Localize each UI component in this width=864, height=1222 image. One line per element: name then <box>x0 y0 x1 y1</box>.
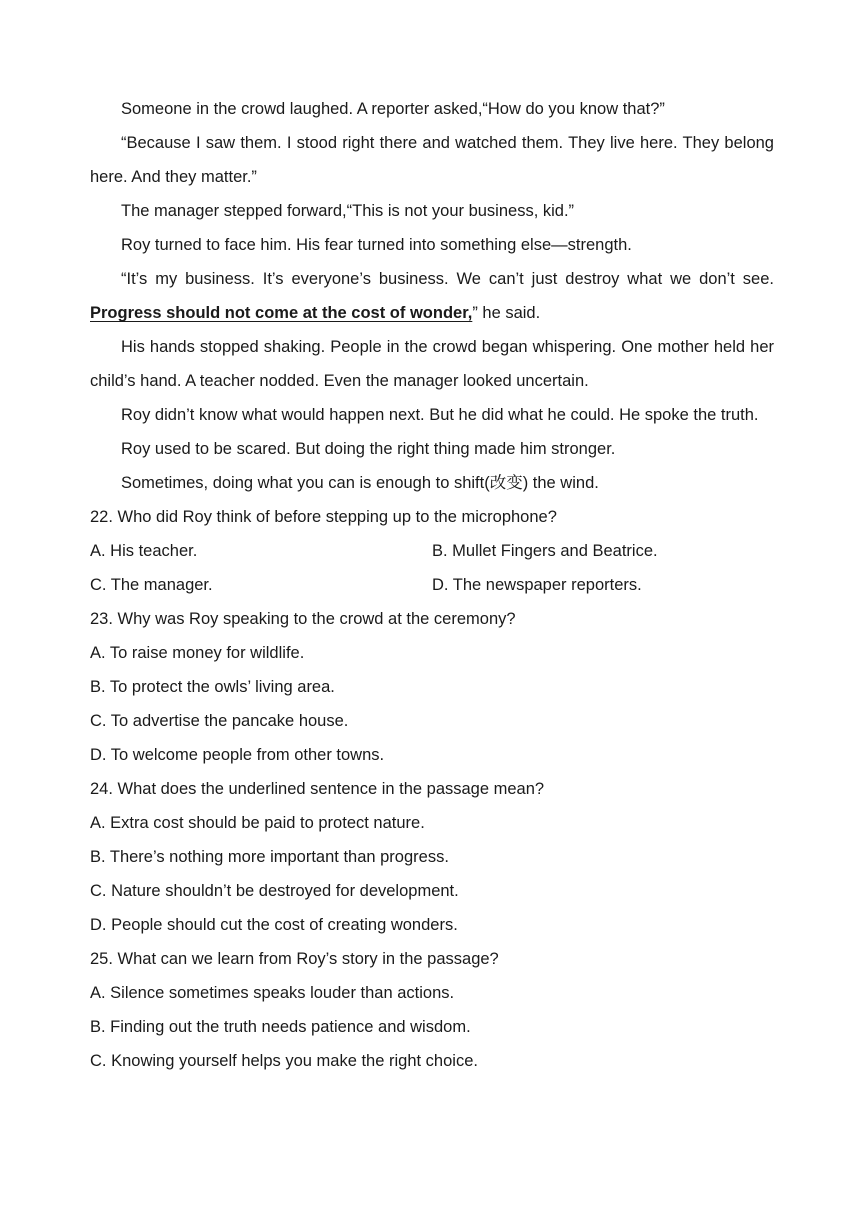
passage-paragraph <box>90 262 774 330</box>
option-a: A. Extra cost should be paid to protect nature. <box>90 814 425 832</box>
passage-paragraph: Roy turned to face him. His fear turned into something else—strength. <box>121 236 632 254</box>
document-page <box>90 92 774 1078</box>
option-c: C. Nature shouldn’t be destroyed for development. <box>90 882 459 900</box>
passage-paragraph: “Because I saw them. I stood right there and watched them. They live here. They belong here. And they matter.” <box>90 134 774 186</box>
passage-text: ” he said. <box>472 304 541 322</box>
question-22-stem: 22. Who did Roy think of before stepping up to the microphone? <box>90 508 557 526</box>
question-22-options-row-1 <box>90 534 774 568</box>
passage-paragraph: Roy used to be scared. But doing the right thing made him stronger. <box>121 440 616 458</box>
passage-paragraph: The manager stepped forward,“This is not your business, kid.” <box>121 202 575 220</box>
passage-paragraph: Sometimes, doing what you can is enough to shift(改变) the wind. <box>121 474 599 492</box>
question-22-options-row-2 <box>90 568 774 602</box>
option-d: D. To welcome people from other towns. <box>90 746 385 764</box>
option-d: D. People should cut the cost of creating wonders. <box>90 916 458 934</box>
question-24-stem: 24. What does the underlined sentence in the passage mean? <box>90 780 545 798</box>
option-b: B. To protect the owls’ living area. <box>90 678 335 696</box>
passage-text: “It’s my business. It’s everyone’s business. We can’t just destroy what we don’t see. <box>121 270 774 288</box>
option-c: C. The manager. <box>90 576 213 594</box>
option-c: C. Knowing yourself helps you make the right choice. <box>90 1052 478 1070</box>
passage-paragraph: Roy didn’t know what would happen next. But he did what he could. He spoke the truth. <box>121 406 759 424</box>
option-a: A. Silence sometimes speaks louder than actions. <box>90 984 455 1002</box>
option-b: B. Finding out the truth needs patience and wisdom. <box>90 1018 471 1036</box>
option-c: C. To advertise the pancake house. <box>90 712 349 730</box>
passage-paragraph: Someone in the crowd laughed. A reporter asked,“How do you know that?” <box>121 100 665 118</box>
question-25-stem: 25. What can we learn from Roy’s story in the passage? <box>90 950 499 968</box>
option-a: A. To raise money for wildlife. <box>90 644 305 662</box>
option-b: B. Mullet Fingers and Beatrice. <box>432 542 658 560</box>
underlined-sentence: Progress should not come at the cost of wonder, <box>90 304 473 322</box>
option-d: D. The newspaper reporters. <box>432 576 642 594</box>
question-23-stem: 23. Why was Roy speaking to the crowd at the ceremony? <box>90 610 516 628</box>
option-a: A. His teacher. <box>90 542 198 560</box>
passage-paragraph: His hands stopped shaking. People in the crowd began whispering. One mother held her child’s hand. A teacher nodded. Even the manager looked uncertain. <box>90 338 774 390</box>
option-b: B. There’s nothing more important than progress. <box>90 848 449 866</box>
